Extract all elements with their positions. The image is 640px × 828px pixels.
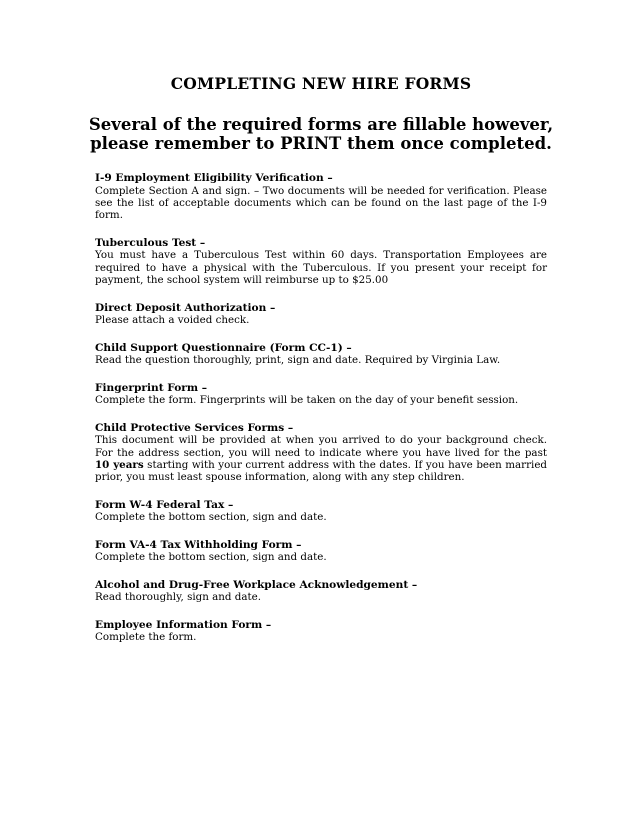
section-heading: Employee Information Form –: [95, 618, 272, 631]
section-body: [95, 434, 547, 484]
section-heading: Form W-4 Federal Tax –: [95, 498, 234, 511]
section-body: You must have a Tuberculous Test within 60 days. Transportation Employees are required to have a physical with the Tuberculous. If you present your receipt for payment, the school system will reimburse up to $25.00: [95, 249, 547, 287]
section-heading: Fingerprint Form –: [95, 381, 208, 394]
body-text-after: starting with your current address with the dates. If you have been married prior, you must least spouse information, along with any step children.: [95, 459, 548, 484]
body-emphasis: 10 years: [95, 459, 144, 472]
section-w4: [95, 499, 547, 524]
section-i9: [95, 172, 547, 222]
section-heading: Child Protective Services Forms –: [95, 421, 294, 434]
section-body: Complete the form. Fingerprints will be taken on the day of your benefit session.: [95, 394, 519, 407]
section-heading: Tuberculous Test –: [95, 236, 206, 249]
section-body: Complete Section A and sign. – Two documents will be needed for verification. Please see the list of acceptable documents which can be found on the last page of the I-9 form.: [95, 184, 547, 222]
section-body: Complete the bottom section, sign and date.: [95, 511, 327, 524]
page-subtitle: Several of the required forms are fillable however, please remember to PRINT them once completed.: [88, 115, 554, 153]
body-text-before: This document will be provided at when you arrived to do your background check. For the address section, you will need to indicate where you have lived for the past: [95, 434, 547, 459]
document-page: [88, 74, 554, 659]
section-heading: Child Support Questionnaire (Form CC-1) –: [95, 341, 352, 354]
section-body: Read the question thoroughly, print, sign and date. Required by Virginia Law.: [95, 354, 501, 367]
section-child-support: [95, 342, 547, 367]
section-employee-information: [95, 619, 547, 644]
section-child-protective-services: [95, 422, 547, 484]
section-body: Complete the bottom section, sign and date.: [95, 551, 327, 564]
section-body: Complete the form.: [95, 631, 197, 644]
section-heading: Alcohol and Drug-Free Workplace Acknowledgement –: [95, 578, 418, 591]
section-va4: [95, 539, 547, 564]
section-heading: Direct Deposit Authorization –: [95, 301, 276, 314]
section-fingerprint: [95, 382, 547, 407]
section-body: Please attach a voided check.: [95, 314, 250, 327]
section-heading: I-9 Employment Eligibility Verification –: [95, 172, 333, 184]
section-tuberculous-test: [95, 237, 547, 287]
page-title: COMPLETING NEW HIRE FORMS: [170, 74, 472, 93]
section-heading: Form VA-4 Tax Withholding Form –: [95, 538, 302, 551]
section-body: Read thoroughly, sign and date.: [95, 591, 262, 604]
section-alcohol-drug-free: [95, 579, 547, 604]
section-direct-deposit: [95, 302, 547, 327]
